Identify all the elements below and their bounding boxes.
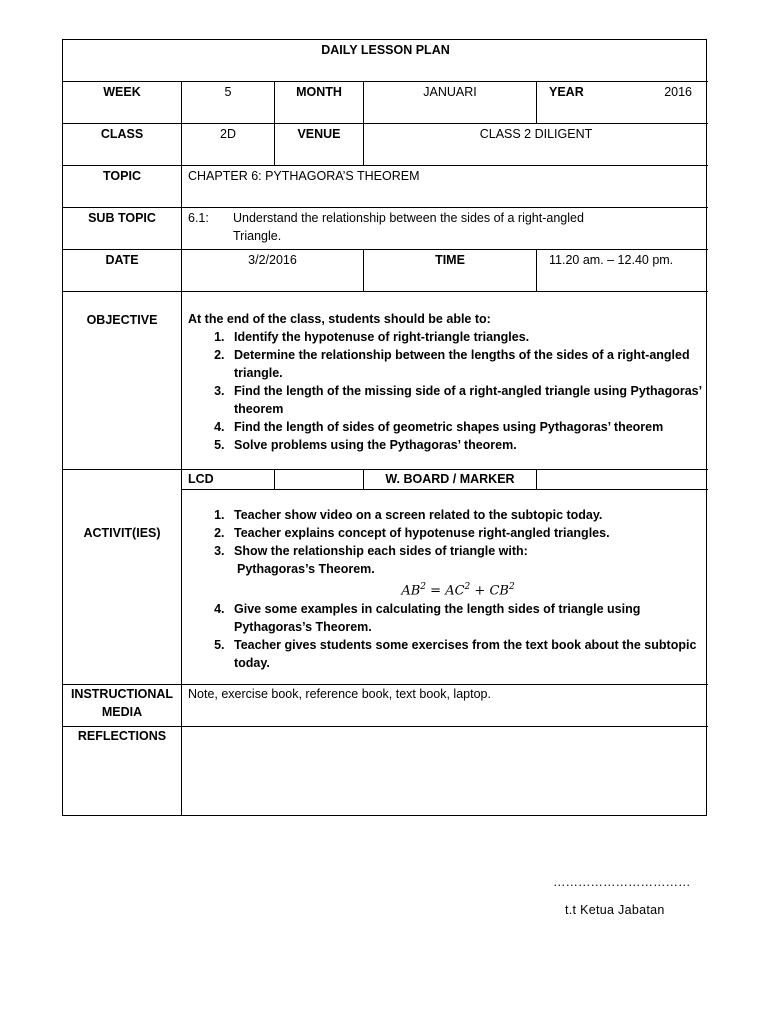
activities-label: ACTIVIT(IES) <box>63 470 182 685</box>
activities-list <box>182 506 702 672</box>
topic-value: CHAPTER 6: PYTHAGORA’S THEOREM <box>182 166 708 208</box>
activities-cell <box>182 490 708 685</box>
week-value: 5 <box>182 82 275 124</box>
subtopic-line1: Understand the relationship between the sides of a right-angled <box>233 211 584 225</box>
year-value: 2016 <box>664 85 692 99</box>
month-label: MONTH <box>275 82 364 124</box>
activity-item: 2. Teacher explains concept of hypotenuse right-angled triangles. <box>228 524 702 542</box>
pythagoras-formula: $AB^2 = AC^2 + CB^2$ <box>401 582 515 599</box>
tool-blank-1 <box>275 470 364 490</box>
activity-item: 1. Teacher show video on a screen related to the subtopic today. <box>228 506 702 524</box>
objective-cell <box>182 292 708 470</box>
activity-item: 3. Show the relationship each sides of triangle with: Pythagoras’s Theorem. $AB^2 = AC^2 + CB^2$ <box>228 542 702 600</box>
subtopic-label: SUB TOPIC <box>63 208 182 250</box>
week-label: WEEK <box>63 82 182 124</box>
tool-lcd: LCD <box>182 470 275 490</box>
time-value: 11.20 am. – 12.40 pm. <box>537 250 708 292</box>
objective-list <box>182 328 702 454</box>
activity-item: 4. Give some examples in calculating the length sides of triangle using Pythagoras’s Theorem. <box>228 600 702 636</box>
class-label: CLASS <box>63 124 182 166</box>
reflections-value <box>182 727 708 816</box>
date-label: DATE <box>63 250 182 292</box>
objective-label: OBJECTIVE <box>63 292 182 470</box>
venue-label: VENUE <box>275 124 364 166</box>
subtopic-number: 6.1: <box>188 211 209 225</box>
tool-blank-2 <box>537 470 708 490</box>
month-value: JANUARI <box>364 82 537 124</box>
objective-item: 3. Find the length of the missing side of a right-angled triangle using Pythagoras’ theorem <box>228 382 702 418</box>
media-value: Note, exercise book, reference book, text book, laptop. <box>182 685 708 727</box>
objective-item: 2. Determine the relationship between the lengths of the sides of a right-angled triangle. <box>228 346 702 382</box>
reflections-label: REFLECTIONS <box>63 727 182 816</box>
venue-value: CLASS 2 DILIGENT <box>364 124 708 166</box>
time-label: TIME <box>364 250 537 292</box>
activity-item: 5. Teacher gives students some exercises from the text book about the subtopic today. <box>228 636 702 672</box>
tool-whiteboard: W. BOARD / MARKER <box>364 470 537 490</box>
table-title: DAILY LESSON PLAN <box>63 40 708 82</box>
signature-label: t.t Ketua Jabatan <box>565 903 665 917</box>
year-label: YEAR <box>549 85 584 99</box>
year-cell <box>537 82 708 124</box>
subtopic-text <box>233 209 703 245</box>
lesson-plan-table <box>62 39 707 816</box>
subtopic-cell <box>182 208 708 250</box>
signature-line: …………………………… <box>553 875 691 889</box>
class-value: 2D <box>182 124 275 166</box>
media-label: INSTRUCTIONAL MEDIA <box>63 685 182 727</box>
subtopic-line2: Triangle. <box>233 229 282 243</box>
objective-item: 1. Identify the hypotenuse of right-triangle triangles. <box>228 328 702 346</box>
topic-label: TOPIC <box>63 166 182 208</box>
objective-intro: At the end of the class, students should be able to: <box>188 312 491 326</box>
date-value: 3/2/2016 <box>182 250 364 292</box>
objective-item: 5. Solve problems using the Pythagoras’ theorem. <box>228 436 702 454</box>
objective-item: 4. Find the length of sides of geometric shapes using Pythagoras’ theorem <box>228 418 702 436</box>
